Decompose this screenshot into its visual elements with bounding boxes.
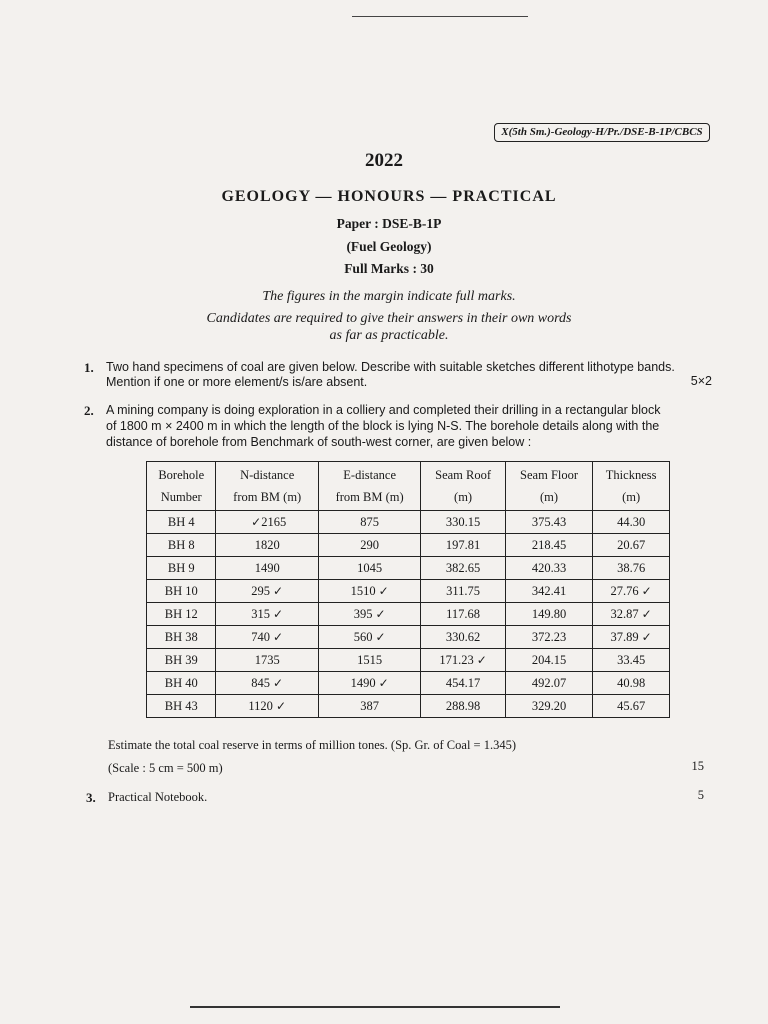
table-cell: 27.76 ✓ [593, 580, 670, 603]
tick-mark-icon: ✓ [378, 675, 389, 690]
table-cell: 1735 [216, 649, 318, 672]
question-2-line: of 1800 m × 2400 m in which the length of the block is lying N-S. The borehole details along with the [106, 419, 660, 433]
table-cell: 372.23 [505, 626, 593, 649]
tick-mark-icon: ✓ [273, 675, 284, 690]
table-cell: 38.76 [593, 557, 670, 580]
table-cell: 311.75 [421, 580, 505, 603]
question-2-marks: 15 [691, 759, 704, 773]
table-cell: 560 ✓ [318, 626, 420, 649]
bottom-rule [190, 1006, 560, 1008]
table-cell: 454.17 [421, 672, 505, 695]
table-cell: 45.67 [593, 695, 670, 718]
question-2-line: A mining company is doing exploration in a colliery and completed their drilling in a rectangular block [106, 403, 661, 417]
question-3-text: Practical Notebook. [108, 790, 208, 804]
tick-mark-icon: ✓ [273, 606, 284, 621]
paper-subject: (Fuel Geology) [346, 239, 432, 254]
table-cell: 171.23 ✓ [421, 649, 505, 672]
tick-mark-icon: ✓ [275, 698, 286, 713]
table-cell: 1045 [318, 557, 420, 580]
table-cell: 1490 ✓ [318, 672, 420, 695]
scale-note: (Scale : 5 cm = 500 m) [108, 761, 223, 775]
table-cell: 197.81 [421, 534, 505, 557]
table-row [147, 534, 670, 557]
table-cell: BH 10 [147, 580, 216, 603]
question-number: 3. [86, 790, 96, 805]
table-cell: 330.62 [421, 626, 505, 649]
table-cell: 845 ✓ [216, 672, 318, 695]
column-header: N-distance from BM (m) [216, 462, 318, 511]
top-rule [352, 16, 528, 17]
table-cell: 342.41 [505, 580, 593, 603]
table-cell: BH 43 [147, 695, 216, 718]
tick-mark-icon: ✓ [641, 583, 652, 598]
table-cell: 387 [318, 695, 420, 718]
table-row [147, 580, 670, 603]
table-cell: 875 [318, 511, 420, 534]
table-cell: 492.07 [505, 672, 593, 695]
table-cell: 37.89 ✓ [593, 626, 670, 649]
table-cell: 32.87 ✓ [593, 603, 670, 626]
paper-number: Paper : DSE-B-1P [336, 216, 442, 231]
table-cell: 295 ✓ [216, 580, 318, 603]
question-number: 2. [84, 403, 94, 418]
table-cell: 395 ✓ [318, 603, 420, 626]
table-cell: 740 ✓ [216, 626, 318, 649]
table-row [147, 649, 670, 672]
tick-mark-icon: ✓ [375, 606, 386, 621]
table-cell: 44.30 [593, 511, 670, 534]
tick-mark-icon: ✓ [273, 583, 284, 598]
question-1-line: Two hand specimens of coal are given below. Describe with suitable sketches different lithotype bands. [106, 360, 675, 374]
tick-mark-icon: ✓ [641, 606, 652, 621]
table-cell: 218.45 [505, 534, 593, 557]
tick-mark-icon: ✓ [375, 629, 386, 644]
table-row [147, 626, 670, 649]
question-1-line: Mention if one or more element/s is/are absent. [106, 375, 368, 389]
table-cell: 290 [318, 534, 420, 557]
table-cell: 1490 [216, 557, 318, 580]
table-cell: 204.15 [505, 649, 593, 672]
table-cell: 20.67 [593, 534, 670, 557]
table-cell: 117.68 [421, 603, 505, 626]
table-cell: 382.65 [421, 557, 505, 580]
tick-mark-icon: ✓ [251, 514, 262, 529]
table-cell: 149.80 [505, 603, 593, 626]
column-header: E-distance from BM (m) [318, 462, 420, 511]
table-cell: 288.98 [421, 695, 505, 718]
table-cell: 330.15 [421, 511, 505, 534]
table-cell: BH 12 [147, 603, 216, 626]
borehole-table [146, 461, 670, 718]
table-cell: 1515 [318, 649, 420, 672]
table-cell: 315 ✓ [216, 603, 318, 626]
table-cell: 1820 [216, 534, 318, 557]
tick-mark-icon: ✓ [476, 652, 487, 667]
instruction-line: as far as practicable. [329, 328, 449, 343]
estimate-instruction: Estimate the total coal reserve in terms of million tones. (Sp. Gr. of Coal = 1.345) [108, 738, 517, 752]
table-row [147, 603, 670, 626]
tick-mark-icon: ✓ [273, 629, 284, 644]
table-cell: 1510 ✓ [318, 580, 420, 603]
tick-mark-icon: ✓ [641, 629, 652, 644]
question-1-marks: 5×2 [690, 374, 712, 388]
table-cell: BH 4 [147, 511, 216, 534]
table-row [147, 511, 670, 534]
question-number: 1. [84, 360, 94, 375]
exam-title: GEOLOGY — HONOURS — PRACTICAL [221, 188, 557, 205]
table-cell: 420.33 [505, 557, 593, 580]
column-header: Seam Roof (m) [421, 462, 505, 511]
table-cell: 375.43 [505, 511, 593, 534]
table-cell: 329.20 [505, 695, 593, 718]
table-cell: 40.98 [593, 672, 670, 695]
table-cell: ✓2165 [216, 511, 318, 534]
table-cell: BH 9 [147, 557, 216, 580]
column-header: Borehole Number [147, 462, 216, 511]
exam-year: 2022 [365, 150, 403, 171]
table-cell: BH 8 [147, 534, 216, 557]
question-3-marks: 5 [697, 788, 704, 802]
table-cell: BH 40 [147, 672, 216, 695]
full-marks: Full Marks : 30 [344, 261, 434, 276]
instruction-line: The figures in the margin indicate full marks. [262, 289, 516, 304]
table-cell: 1120 ✓ [216, 695, 318, 718]
table-cell: BH 38 [147, 626, 216, 649]
paper-code: X(5th Sm.)-Geology-H/Pr./DSE-B-1P/CBCS [494, 123, 710, 142]
table-cell: BH 39 [147, 649, 216, 672]
table-row [147, 557, 670, 580]
instruction-line: Candidates are required to give their answers in their own words [206, 311, 572, 326]
table-row [147, 672, 670, 695]
table-row [147, 695, 670, 718]
question-2-line: distance of borehole from Benchmark of south-west corner, are given below : [106, 435, 532, 449]
column-header: Thickness (m) [593, 462, 670, 511]
column-header: Seam Floor (m) [505, 462, 593, 511]
tick-mark-icon: ✓ [378, 583, 389, 598]
table-cell: 33.45 [593, 649, 670, 672]
